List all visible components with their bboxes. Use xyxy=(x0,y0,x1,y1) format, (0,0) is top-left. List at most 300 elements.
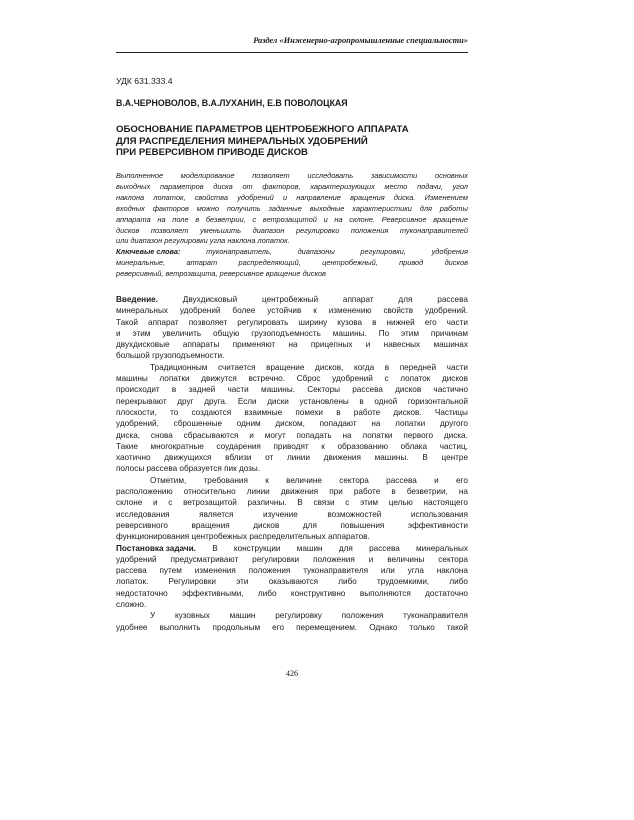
body-line xyxy=(116,328,468,339)
word: такой xyxy=(446,622,468,632)
word: достаточно xyxy=(425,588,468,598)
word: и xyxy=(368,554,374,564)
word: привод xyxy=(399,258,424,268)
word: удобнее xyxy=(116,622,148,632)
word: характеризующих xyxy=(310,181,375,191)
word: недостаточно xyxy=(116,588,168,598)
word: величине xyxy=(286,475,322,485)
word: машин xyxy=(296,543,323,553)
word: с xyxy=(252,214,257,224)
word: лопатки xyxy=(395,419,426,429)
word: распределяющий, xyxy=(238,258,301,268)
word: безветрии, xyxy=(406,487,448,497)
word: регулировки xyxy=(252,554,300,564)
word: к xyxy=(321,441,325,451)
word: двухдисковые xyxy=(116,340,170,350)
body-line xyxy=(116,362,468,373)
word: возможностей xyxy=(327,509,382,519)
word: Частицы xyxy=(434,407,468,417)
word: вблизи xyxy=(225,453,252,463)
word: выполнить xyxy=(159,622,201,632)
word: для xyxy=(302,520,317,530)
word: дисков xyxy=(395,385,422,395)
word: является xyxy=(199,509,234,519)
body-line: сложно. xyxy=(116,600,147,610)
word: удобрений. xyxy=(425,306,468,316)
word: образованию xyxy=(337,441,388,451)
word: одной xyxy=(374,396,398,406)
word: Такой xyxy=(116,317,138,327)
word: и xyxy=(323,214,328,224)
abstract-line xyxy=(116,215,468,226)
word: аппарата xyxy=(116,214,151,224)
intro-heading: Введение. xyxy=(116,295,158,304)
abstract-line xyxy=(116,226,468,237)
word: направление xyxy=(296,192,341,202)
word: реверсивного xyxy=(116,520,168,530)
word: конструкции xyxy=(233,543,281,553)
body-line: большой грузоподъемности. xyxy=(116,351,225,361)
word: хаотично xyxy=(116,453,151,463)
word: можно xyxy=(196,203,219,213)
word: лопаток. xyxy=(116,577,149,587)
word: рассева xyxy=(369,543,400,553)
word: Регулировки xyxy=(168,577,217,587)
word: и xyxy=(434,475,439,485)
word: удобрений xyxy=(116,554,157,564)
word: минеральных xyxy=(116,306,168,316)
word: изменения xyxy=(194,566,236,576)
word: дисков xyxy=(441,374,468,384)
word: более xyxy=(232,306,256,316)
title-line: ОБОСНОВАНИЕ ПАРАМЕТРОВ ЦЕНТРОБЕЖНОГО АППАРАТА xyxy=(116,124,409,135)
title-line: ДЛЯ РАСПРЕДЕЛЕНИЯ МИНЕРАЛЬНЫХ УДОБРЕНИЙ xyxy=(116,135,368,147)
body-line xyxy=(116,576,468,587)
word: ветрозащитой xyxy=(262,214,317,224)
word: угла xyxy=(407,566,424,576)
word: с xyxy=(384,374,389,384)
body-line xyxy=(116,396,468,407)
word: сброшенные xyxy=(173,419,223,429)
body-line xyxy=(116,497,468,508)
abstract-line xyxy=(116,193,468,204)
word: место xyxy=(384,181,408,191)
word: величины xyxy=(387,554,425,564)
word: удобрений, xyxy=(116,419,159,429)
word: диски xyxy=(267,396,289,406)
word: и xyxy=(249,430,254,440)
word: Двухдисковый xyxy=(182,295,238,304)
word: задней xyxy=(188,385,216,395)
word: вращения xyxy=(191,520,230,530)
word: использования xyxy=(410,509,468,519)
word: относительно xyxy=(183,487,236,497)
word: выходных xyxy=(116,181,151,191)
word: с xyxy=(168,498,173,508)
word: трудоемкими, xyxy=(377,577,430,587)
word: Традиционным xyxy=(150,362,208,372)
word: повышения xyxy=(340,520,385,530)
body-line xyxy=(116,475,468,486)
body-line xyxy=(116,373,468,384)
word: увеличить xyxy=(162,328,202,338)
word: расположению xyxy=(116,487,173,497)
word: минеральных xyxy=(416,543,468,553)
word: движущихся xyxy=(164,453,212,463)
word: основных xyxy=(434,171,468,180)
word: общую xyxy=(213,328,240,338)
word: и xyxy=(282,192,288,202)
word: и xyxy=(365,340,371,350)
word: туконаправитель, xyxy=(206,247,272,257)
word: лопатки xyxy=(362,430,393,440)
word: его xyxy=(456,475,468,485)
word: когда xyxy=(353,362,375,372)
word: лопаток, xyxy=(153,192,186,202)
word: на xyxy=(288,340,298,350)
word: дисков. xyxy=(393,407,422,417)
word: подачи, xyxy=(417,181,443,191)
word: в xyxy=(372,317,377,327)
task-heading: Постановка задачи. xyxy=(116,543,196,553)
word: снова xyxy=(150,430,173,440)
word: аппарат xyxy=(148,317,179,327)
running-head: Раздел «Инженерно-агропромышленные специальности» xyxy=(253,36,468,45)
word: машины. xyxy=(374,453,409,463)
word: применяют xyxy=(232,340,276,350)
word: путем xyxy=(159,566,182,576)
word: Отметим, xyxy=(150,475,187,485)
word: либо xyxy=(449,577,468,587)
word: движутся xyxy=(201,374,237,384)
keywords-line xyxy=(116,247,468,258)
word: с xyxy=(345,498,350,508)
word: позволяет xyxy=(150,225,189,235)
word: передней xyxy=(399,362,437,372)
word: факторов xyxy=(152,203,189,213)
word: По xyxy=(378,328,390,338)
body-line xyxy=(116,520,468,531)
word: для xyxy=(419,203,432,213)
word: лопаток xyxy=(400,374,431,384)
word: свойств xyxy=(383,306,414,316)
word: Однако xyxy=(369,622,398,632)
word: моделирование xyxy=(180,171,235,180)
word: характеристики xyxy=(352,203,412,213)
word: аппарат xyxy=(186,258,218,268)
word: заданные xyxy=(268,203,302,213)
word: к xyxy=(265,475,269,485)
word: наклона xyxy=(436,566,468,576)
word: причинам xyxy=(430,328,468,338)
word: исследовать xyxy=(307,171,354,180)
word: машины xyxy=(116,374,148,384)
word: облака xyxy=(400,441,428,451)
word: выполняются xyxy=(359,588,411,598)
abstract-line xyxy=(116,204,468,215)
word: на xyxy=(342,430,352,440)
word: диапазоны xyxy=(297,247,335,257)
word: машинах xyxy=(433,340,468,350)
body-line xyxy=(116,622,468,633)
word: безветрии, xyxy=(205,214,246,224)
body-line xyxy=(116,317,468,328)
body-line xyxy=(116,441,468,452)
word: регулировки xyxy=(295,225,340,235)
word: части xyxy=(446,362,468,372)
page-number: 426 xyxy=(285,669,299,678)
word: друга. xyxy=(204,396,228,406)
word: движения xyxy=(280,487,319,497)
word: в xyxy=(359,396,364,406)
word: сектора xyxy=(339,475,369,485)
word: одним xyxy=(236,419,261,429)
word: дисков, xyxy=(315,362,344,372)
word: только xyxy=(409,622,435,632)
word: его xyxy=(272,622,285,632)
word: считается xyxy=(217,362,256,372)
word: эти xyxy=(236,577,249,587)
word: связи xyxy=(313,498,335,508)
word: приводят xyxy=(273,441,309,451)
word: Если xyxy=(237,396,257,406)
word: диском, xyxy=(275,419,305,429)
word: требования xyxy=(203,475,248,485)
word: соударения xyxy=(216,441,261,451)
word: части xyxy=(227,385,249,395)
word: вращения xyxy=(350,192,385,202)
word: удобрений xyxy=(179,306,221,316)
word: попадать xyxy=(296,430,332,440)
word: движения xyxy=(323,453,361,463)
article-title xyxy=(116,124,409,159)
word: Сброс xyxy=(296,374,321,384)
body-line xyxy=(116,339,468,350)
word: создаются xyxy=(191,407,232,417)
word: удобрений xyxy=(237,192,274,202)
word: свойства xyxy=(194,192,228,202)
word: различны. xyxy=(247,498,287,508)
body-line xyxy=(116,407,468,418)
word: рассева xyxy=(352,385,383,395)
word: в xyxy=(195,214,200,224)
word: от xyxy=(242,181,253,191)
word: регулировать xyxy=(237,317,289,327)
word: регулировки, xyxy=(360,247,406,257)
word: могут xyxy=(264,430,286,440)
title-line: ПРИ РЕВЕРСИВНОМ ПРИВОДЕ ДИСКОВ xyxy=(116,147,308,159)
word: друг xyxy=(177,396,194,406)
word: этим xyxy=(360,498,379,508)
word: удобрений xyxy=(332,374,373,384)
word: нижней xyxy=(386,317,415,327)
word: происходит xyxy=(116,385,160,395)
word: положения xyxy=(350,225,389,235)
body-line xyxy=(116,418,468,429)
word: установлены xyxy=(299,396,349,406)
word: конструктивно xyxy=(290,588,346,598)
body-line xyxy=(116,543,468,554)
word: либо xyxy=(338,577,357,587)
word: диска xyxy=(213,181,233,191)
word: эффективности xyxy=(407,520,468,530)
word: туконаправителя xyxy=(303,566,369,576)
word: дисков xyxy=(116,225,140,235)
word: зависимости xyxy=(370,171,418,180)
word: этим xyxy=(401,328,419,338)
word: плоскости, xyxy=(116,407,157,417)
word: Изменением xyxy=(424,192,468,202)
word: рассева xyxy=(386,475,417,485)
word: позволяет xyxy=(188,317,228,327)
word: целью xyxy=(388,498,413,508)
word: склоне. xyxy=(349,214,375,224)
word: взаимные xyxy=(244,407,283,417)
word: регулировку xyxy=(275,611,322,621)
word: изучение xyxy=(263,509,298,519)
keywords-line xyxy=(116,258,468,269)
word: угол xyxy=(452,181,468,191)
word: В xyxy=(422,453,428,463)
keywords-label: Ключевые слова: xyxy=(116,247,181,257)
word: исследования xyxy=(116,509,170,519)
word: кузова xyxy=(337,317,363,327)
article-body xyxy=(116,294,468,633)
body-line xyxy=(116,430,468,441)
word: для xyxy=(338,543,353,553)
word: ветрозащитой xyxy=(183,498,237,508)
word: диска. xyxy=(393,192,416,202)
word: настоящего xyxy=(423,498,468,508)
word: минеральные, xyxy=(116,258,166,268)
word: изменению xyxy=(328,306,372,316)
word: эффективными, xyxy=(182,588,244,598)
body-line: полосы рассева образуется пик дозы. xyxy=(116,464,261,474)
word: удобрения xyxy=(431,247,468,257)
word: поле xyxy=(172,214,189,224)
word: положения xyxy=(248,566,291,576)
word: в xyxy=(336,407,341,417)
word: входных xyxy=(116,203,145,213)
word: помехи xyxy=(295,407,324,417)
word: факторов, xyxy=(262,181,301,191)
word: уменьшить xyxy=(199,225,242,235)
word: В xyxy=(212,543,218,553)
word: выходные xyxy=(309,203,345,213)
word: вращение xyxy=(266,362,305,372)
word: рассева xyxy=(437,295,468,304)
word: части xyxy=(446,317,468,327)
word: работе xyxy=(353,407,381,417)
word: частично xyxy=(433,385,468,395)
word: на xyxy=(157,214,166,224)
word: для xyxy=(398,295,413,304)
word: ширину xyxy=(298,317,328,327)
word: к xyxy=(313,306,317,316)
word: дисков xyxy=(444,258,468,268)
word: положения xyxy=(313,554,355,564)
word: Секторы xyxy=(307,385,341,395)
word: туконаправителя xyxy=(403,611,468,621)
keywords-line: реверсивный, ветрозащита, реверсивное вращение дисков xyxy=(116,269,326,279)
word: горизонтальной xyxy=(407,396,468,406)
word: другого xyxy=(439,419,468,429)
word: лопатки xyxy=(159,374,190,384)
word: склоне xyxy=(116,498,143,508)
word: многократные xyxy=(150,441,204,451)
word: получить xyxy=(226,203,261,213)
udk-code: УДК 631.333.4 xyxy=(116,76,173,86)
word: его xyxy=(424,317,437,327)
body-line: функционирования центробежных распределительных аппаратов. xyxy=(116,532,370,542)
word: вращение xyxy=(433,214,468,224)
body-line xyxy=(116,554,468,565)
body-line xyxy=(116,565,468,576)
authors: В.А.ЧЕРНОВОЛОВ, В.А.ЛУХАНИН, Е.В ПОВОЛОЦКАЯ xyxy=(116,98,348,108)
word: рассева xyxy=(116,566,147,576)
word: попадают xyxy=(319,419,357,429)
word: встречно. xyxy=(248,374,286,384)
word: навесных xyxy=(383,340,421,350)
word: центробежный, xyxy=(322,258,378,268)
word: первого xyxy=(403,430,434,440)
word: центробежный xyxy=(262,295,319,304)
word: центре xyxy=(441,453,468,463)
word: или xyxy=(380,566,395,576)
word: этим xyxy=(132,328,151,338)
abstract xyxy=(116,171,468,280)
word: линии xyxy=(246,487,270,497)
header-rule xyxy=(116,52,468,53)
word: диска. xyxy=(443,430,468,440)
word: работы xyxy=(439,203,468,213)
word: машины. xyxy=(332,328,367,338)
word: наклона xyxy=(116,192,145,202)
body-line xyxy=(116,452,468,463)
word: Выполненное xyxy=(116,171,164,180)
word: перекрывают xyxy=(116,396,167,406)
word: в xyxy=(391,487,396,497)
word: либо xyxy=(257,588,277,598)
word: и xyxy=(153,498,158,508)
body-line xyxy=(116,305,468,316)
word: продольным xyxy=(212,622,261,632)
word: параметров xyxy=(159,181,204,191)
word: дисков xyxy=(253,520,280,530)
word: перемещением. xyxy=(296,622,358,632)
body-line xyxy=(116,610,468,621)
word: аппарат xyxy=(342,295,374,304)
word: кузовных xyxy=(174,611,210,621)
word: в xyxy=(171,385,177,395)
word: от xyxy=(265,453,274,463)
word: Такие xyxy=(116,441,138,451)
word: на xyxy=(334,214,343,224)
word: оказываются xyxy=(268,577,319,587)
word: устойчив xyxy=(267,306,302,316)
body-line xyxy=(116,486,468,497)
body-line xyxy=(116,588,468,599)
word: В xyxy=(297,498,303,508)
abstract-line xyxy=(116,171,468,182)
word: частиц, xyxy=(439,441,468,451)
word: на xyxy=(458,487,468,497)
word: работе xyxy=(353,487,381,497)
word: туконаправителей xyxy=(399,225,468,235)
word: предусматривают xyxy=(170,554,239,564)
word: линии xyxy=(286,453,310,463)
word: положения xyxy=(341,611,384,621)
